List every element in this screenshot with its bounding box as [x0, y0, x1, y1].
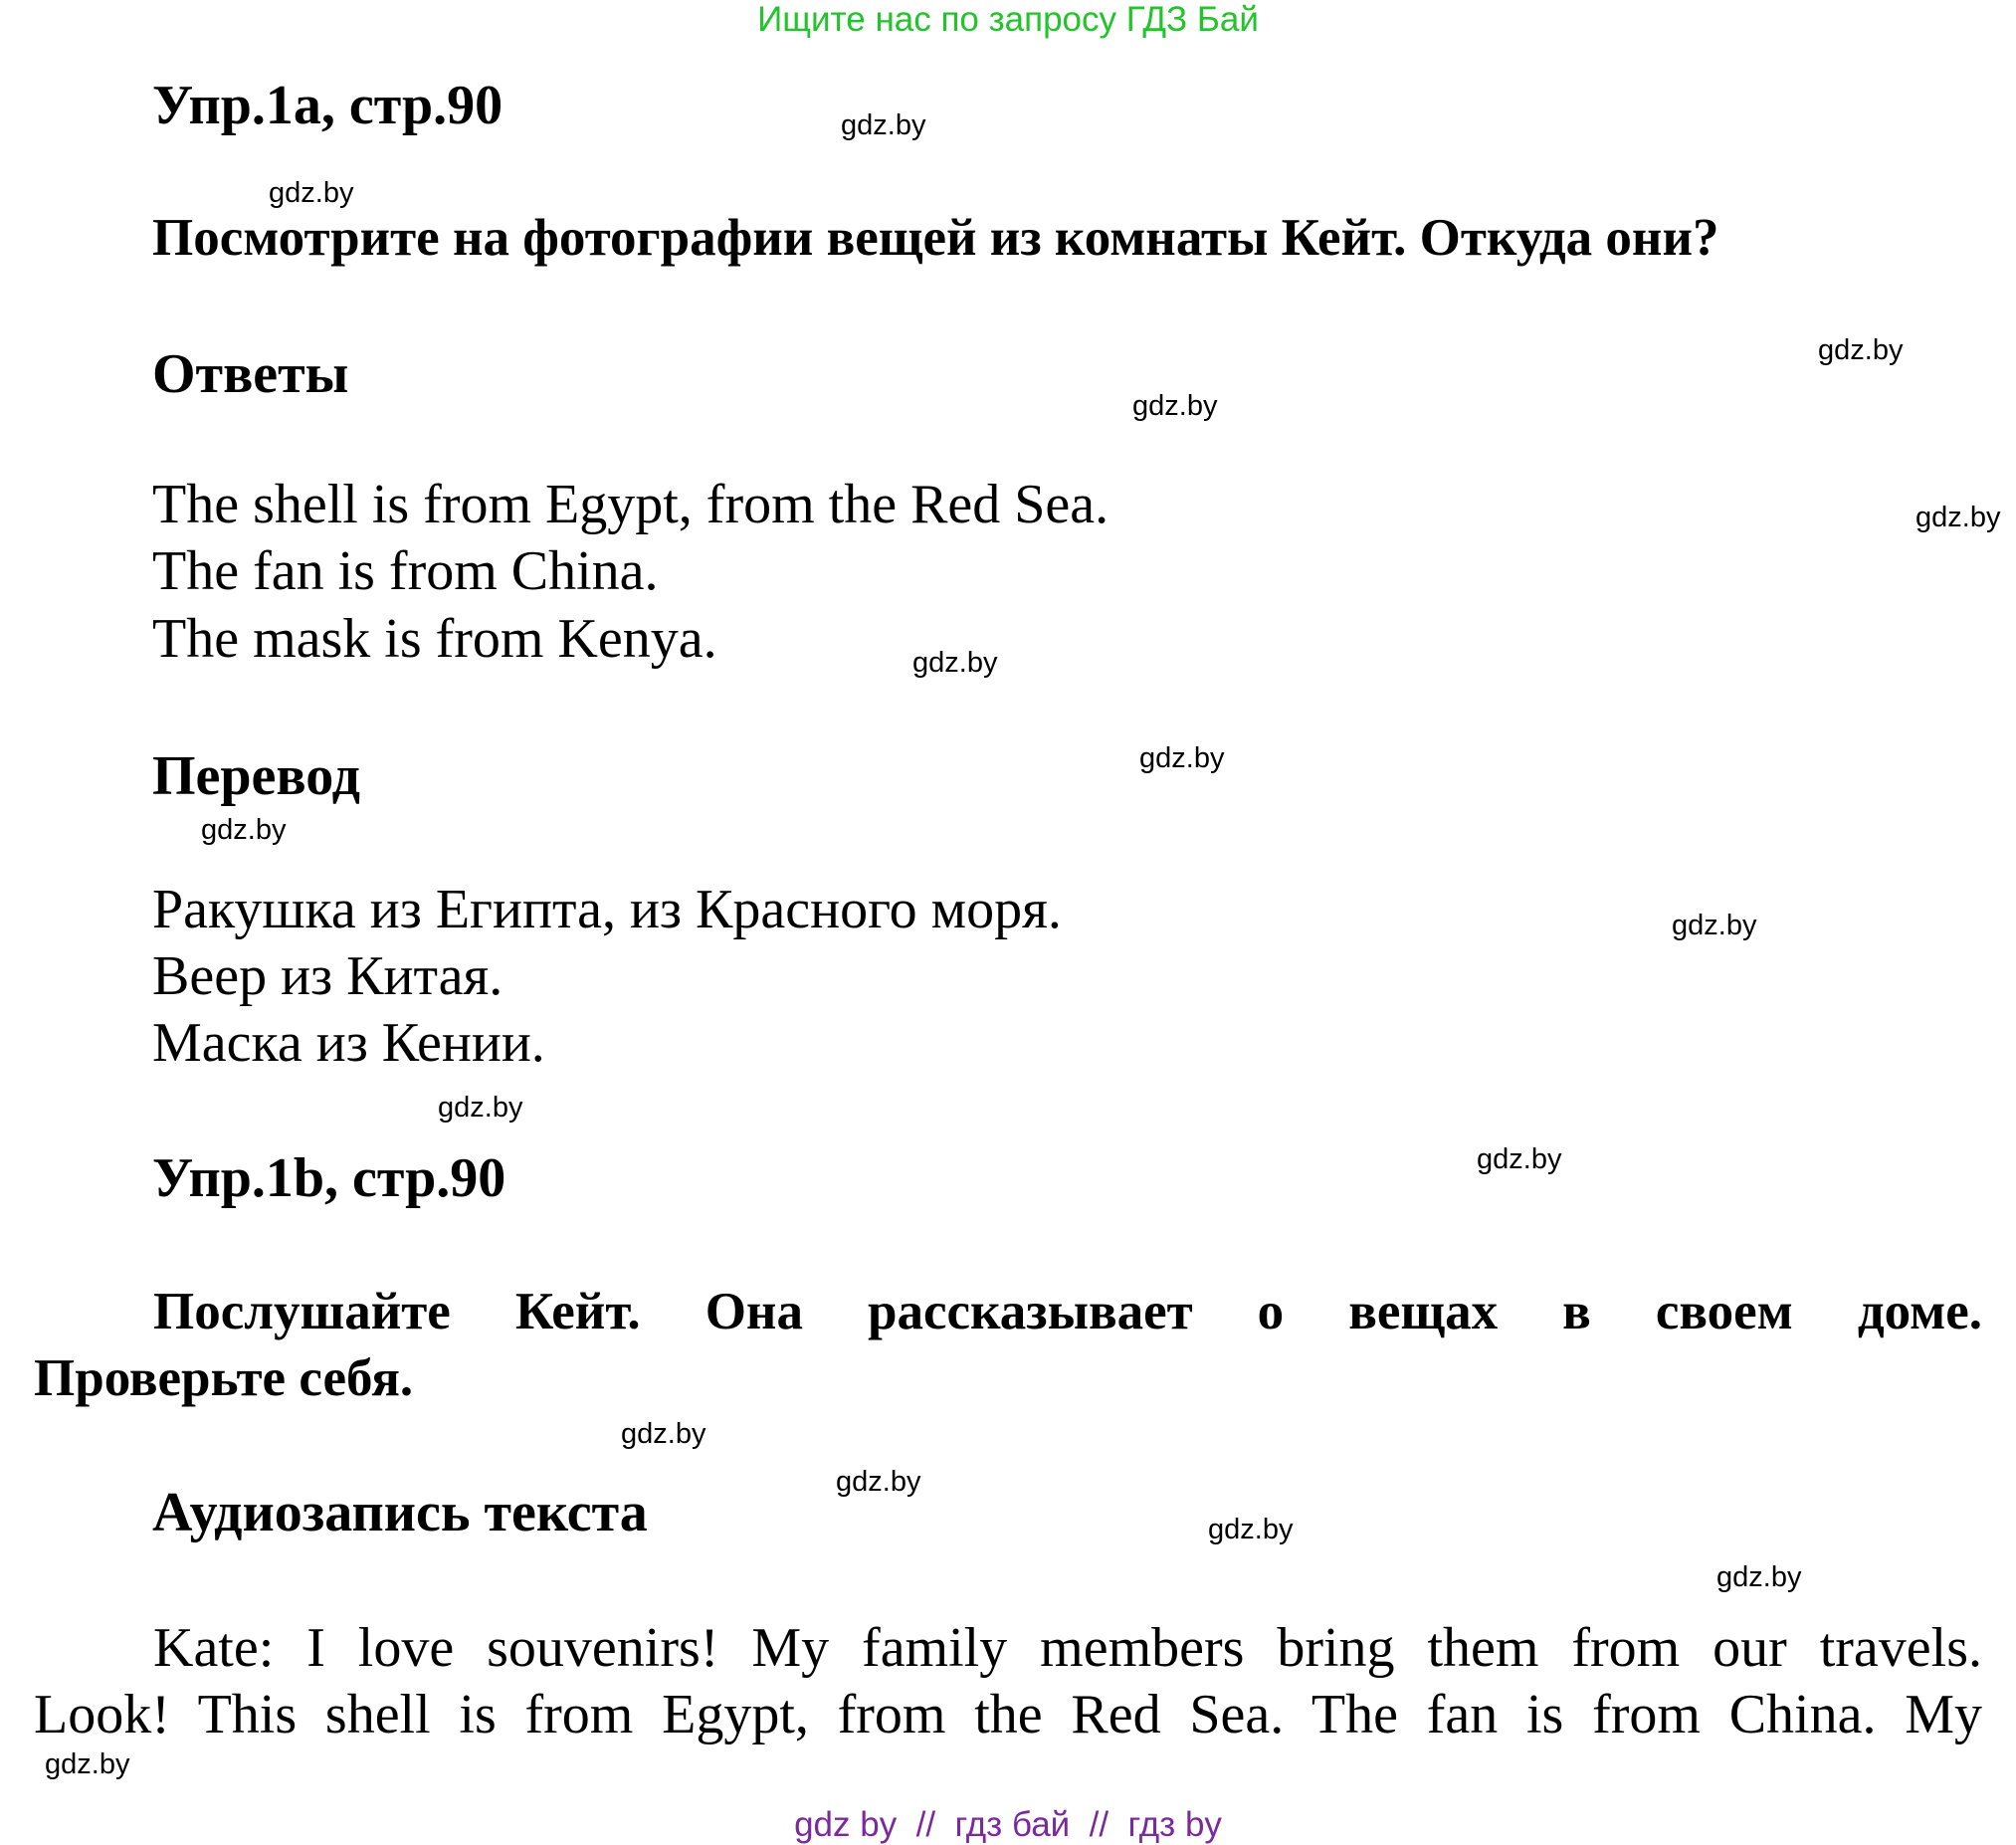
watermark-text: gdz.by: [841, 109, 926, 141]
exercise-1b-task-line2: Проверьте себя.: [34, 1349, 414, 1407]
watermark-text: gdz.by: [201, 814, 287, 846]
exercise-1a-task: Посмотрите на фотографии вещей из комнаты Кейт. Откуда они?: [152, 209, 1719, 267]
audio-text-line1: Kate: I love souvenirs! My family members bring them from our travels.: [153, 1617, 1982, 1679]
answers-heading: Ответы: [152, 343, 349, 405]
answer-line: The mask is from Kenya.: [152, 608, 717, 670]
watermark-text: gdz.by: [1477, 1143, 1562, 1175]
translation-heading: Перевод: [152, 745, 360, 807]
exercise-1a-title: Упр.1a, стр.90: [152, 75, 504, 136]
watermark-text: gdz.by: [1672, 910, 1757, 941]
translation-line: Веер из Китая.: [152, 945, 504, 1007]
watermark-text: gdz.by: [1139, 742, 1225, 774]
watermark-text: gdz.by: [269, 177, 354, 209]
watermark-text: gdz.by: [1208, 1514, 1294, 1545]
watermark-text: gdz.by: [1818, 334, 1904, 366]
top-banner: Ищите нас по запросу ГДЗ Бай: [757, 0, 1259, 39]
watermark-text: gdz.by: [1716, 1561, 1802, 1593]
watermark-text: gdz.by: [1132, 390, 1218, 422]
translation-line: Ракушка из Египта, из Красного моря.: [152, 879, 1062, 940]
watermark-text: gdz.by: [912, 647, 998, 679]
watermark-text: gdz.by: [836, 1466, 921, 1498]
watermark-text: gdz.by: [1915, 502, 2001, 533]
exercise-1b-title: Упр.1b, стр.90: [152, 1147, 506, 1209]
answer-line: The shell is from Egypt, from the Red Sea.: [152, 474, 1109, 535]
exercise-1b-task-line1: Послушайте Кейт. Она рассказывает о вещах в своем доме.: [153, 1283, 1982, 1340]
footer-links: gdz by // гдз бай // гдз by: [794, 1805, 1222, 1844]
watermark-text: gdz.by: [438, 1092, 523, 1124]
audio-heading: Аудиозапись текста: [152, 1482, 648, 1543]
watermark-text: gdz.by: [621, 1418, 706, 1450]
answer-line: The fan is from China.: [152, 540, 659, 602]
audio-text-line2: Look! This shell is from Egypt, from the Red Sea. The fan is from China. My: [34, 1684, 1982, 1745]
translation-line: Маска из Кении.: [152, 1012, 545, 1074]
watermark-text: gdz.by: [45, 1748, 130, 1780]
